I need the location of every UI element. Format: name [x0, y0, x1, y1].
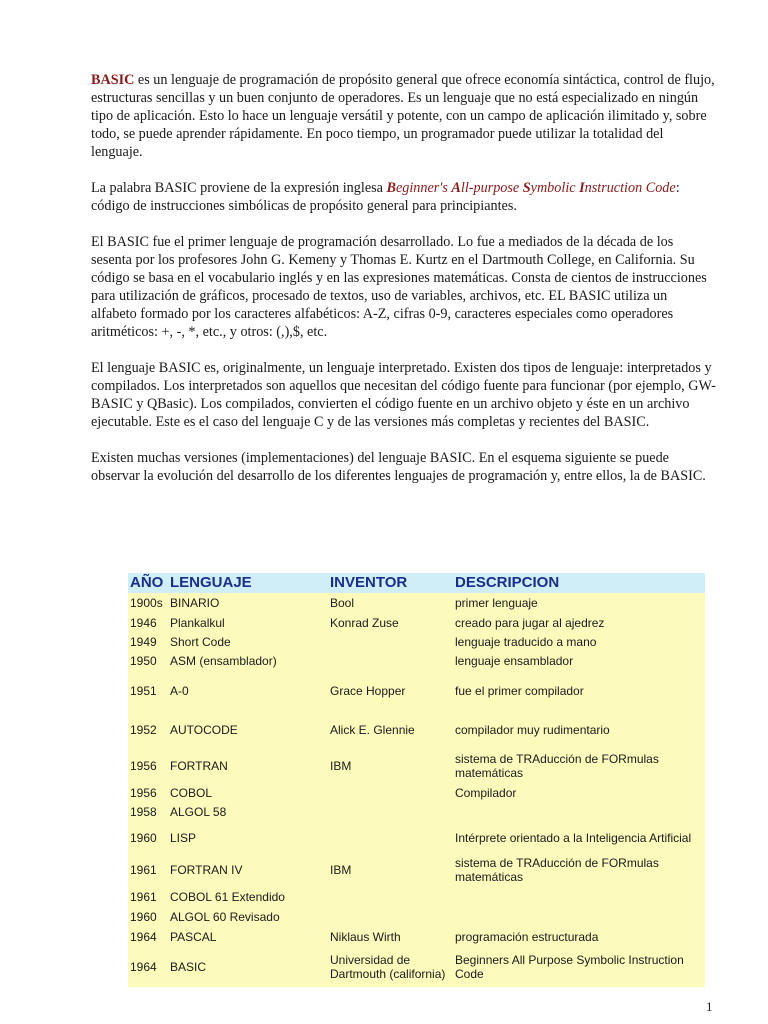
- cell-description: Intérprete orientado a la Inteligencia Artificial: [455, 830, 692, 845]
- acronym-word-4: nstruction: [584, 179, 643, 196]
- acronym-word-3: ymbolic: [530, 179, 580, 196]
- cell-language: COBOL 61 Extendido: [170, 890, 285, 904]
- basic-keyword: BASIC: [91, 72, 135, 88]
- cell-language: Short Code: [170, 634, 231, 649]
- intro-text: es un lenguaje de programación de propósito general que ofrece economía sintáctica, control de flujo, estructuras sencillas y un buen conjunto de operadores. Es un lenguaje que no está especializado en ningún tipo de aplicación. Esto lo hace un lenguaje versátil y potente, con un campo de aplicación ilimitado y, sobre todo, se puede aprender rápidamente. En poco tiempo, un programador puede utilizar la totalidad del lenguaje.: [91, 72, 715, 161]
- acronym-word-5: Code: [642, 179, 676, 196]
- table-row: [128, 593, 705, 613]
- cell-inventor: IBM: [330, 759, 352, 773]
- acronym-intro-text: La palabra BASIC proviene de la expresión inglesa: [91, 179, 387, 196]
- cell-description: creado para jugar al ajedrez: [455, 615, 605, 630]
- cell-inventor: Bool: [330, 596, 355, 610]
- table-body: [128, 593, 705, 987]
- cell-year: 1946: [130, 615, 157, 630]
- cell-description: fue el primer compilador: [455, 683, 584, 698]
- cell-description: sistema de TRAducción de FORmulas matemáticas: [455, 856, 659, 884]
- table-row: [128, 947, 705, 987]
- cell-year: 1960: [130, 830, 157, 845]
- table-row: [128, 632, 705, 651]
- cell-year: 1950: [130, 654, 157, 668]
- cell-description: Beginners All Purpose Symbolic Instruction Code: [455, 953, 684, 981]
- table-row: [128, 710, 705, 749]
- cell-language: ASM (ensamblador): [170, 654, 277, 668]
- table-row: [128, 822, 705, 853]
- cell-language: FORTRAN IV: [170, 863, 243, 877]
- cell-year: 1900s: [130, 596, 163, 610]
- cell-inventor: Universidad de Dartmouth (california): [330, 953, 446, 981]
- paragraph-intro: [91, 71, 716, 161]
- cell-year: 1964: [130, 960, 157, 974]
- cell-description: programación estructurada: [455, 930, 599, 944]
- cell-year: 1956: [130, 759, 157, 773]
- cell-language: FORTRAN: [170, 759, 228, 773]
- table-header: [128, 573, 705, 593]
- cell-year: 1961: [130, 863, 157, 877]
- cell-description: compilador muy rudimentario: [455, 722, 610, 737]
- acronym-letter-s: S: [522, 179, 531, 196]
- cell-year: 1951: [130, 683, 157, 698]
- cell-year: 1960: [130, 910, 157, 924]
- languages-table: [128, 573, 705, 987]
- cell-language: BASIC: [170, 960, 207, 974]
- header-description: DESCRIPCION: [455, 574, 560, 591]
- acronym-expansion: [386, 180, 675, 196]
- cell-year: 1964: [130, 930, 157, 944]
- paragraph-versions: Existen muchas versiones (implementaciones) del lenguaje BASIC. En el esquema siguiente se puede observar la evolución del desarrollo de los diferentes lenguajes de programación y, entre ellos, la de BASIC.: [91, 449, 706, 484]
- acronym-meaning-text: : código de instrucciones simbólicas de propósito general para principiantes.: [91, 179, 680, 215]
- table-row: [128, 613, 705, 632]
- cell-year: 1958: [130, 805, 157, 819]
- cell-year: 1956: [130, 785, 157, 800]
- document-body: [91, 71, 716, 502]
- cell-language: COBOL: [170, 785, 213, 800]
- cell-language: LISP: [170, 830, 197, 845]
- table-row: [128, 907, 705, 927]
- acronym-letter-a: A: [451, 179, 461, 196]
- cell-inventor: IBM: [330, 863, 352, 877]
- table-row: [128, 853, 705, 887]
- acronym-word-2: ll-purpose: [460, 179, 523, 196]
- header-year: AÑO: [130, 574, 164, 591]
- table-row: [128, 651, 705, 671]
- cell-inventor: Niklaus Wirth: [330, 930, 401, 944]
- paragraph-history: El BASIC fue el primer lenguaje de programación desarrollado. Lo fue a mediados de la década de los sesenta por los profesores John G. Kemeny y Thomas E. Kurtz en el Dartmouth College, en California. Su código se basa en el vocabulario inglés y en las expresiones matemáticas. Consta de cientos de instrucciones para utilización de gráficos, procesado de textos, uso de variables, archivos, etc. EL BASIC utiliza un alfabeto formado por los caracteres alfabéticos: A-Z, cifras 0-9, caracteres especiales como operadores aritméticos: +, -, *, etc., y otros: (,),$, etc.: [91, 233, 707, 341]
- acronym-letter-b: B: [386, 179, 396, 196]
- cell-language: ALGOL 60 Revisado: [170, 910, 280, 924]
- cell-inventor: Konrad Zuse: [330, 615, 399, 630]
- cell-inventor: Grace Hopper: [330, 683, 406, 698]
- table-row: [128, 749, 705, 783]
- paragraph-interpreted: El lenguaje BASIC es, originalmente, un lenguaje interpretado. Existen dos tipos de lenguaje: interpretados y compilados. Los interpretados son aquellos que necesitan del código fuente para funcionar (por ejemplo, GW-BASIC y QBasic). Los compilados, convierten el código fuente en un archivo objeto y éste en un archivo ejecutable. Este es el caso del lenguaje C y de las versiones más completas y recientes del BASIC.: [91, 359, 716, 430]
- cell-description: lenguaje ensamblador: [455, 654, 574, 668]
- cell-language: A-0: [170, 683, 189, 698]
- cell-year: 1961: [130, 890, 157, 904]
- header-inventor: INVENTOR: [330, 574, 408, 591]
- cell-language: Plankalkul: [170, 615, 225, 630]
- acronym-letter-i: I: [579, 179, 585, 196]
- header-language: LENGUAJE: [170, 574, 252, 591]
- table-row: [128, 671, 705, 710]
- cell-language: ALGOL 58: [170, 805, 227, 819]
- table-row: [128, 802, 705, 822]
- cell-description: primer lenguaje: [455, 596, 538, 610]
- paragraph-acronym: [91, 179, 716, 215]
- cell-year: 1949: [130, 634, 157, 649]
- table-row: [128, 927, 705, 947]
- cell-language: PASCAL: [170, 930, 217, 944]
- cell-language: BINARIO: [170, 596, 220, 610]
- table-row: [128, 887, 705, 907]
- cell-description: lenguaje traducido a mano: [455, 634, 597, 649]
- cell-description: Compilador: [455, 785, 517, 800]
- page-number: 1: [706, 999, 713, 1014]
- acronym-word-1: eginner's: [395, 179, 452, 196]
- cell-inventor: Alick E. Glennie: [330, 722, 415, 737]
- cell-year: 1952: [130, 722, 157, 737]
- cell-language: AUTOCODE: [170, 722, 238, 737]
- cell-description: sistema de TRAducción de FORmulas matemáticas: [455, 752, 659, 780]
- table-row: [128, 783, 705, 802]
